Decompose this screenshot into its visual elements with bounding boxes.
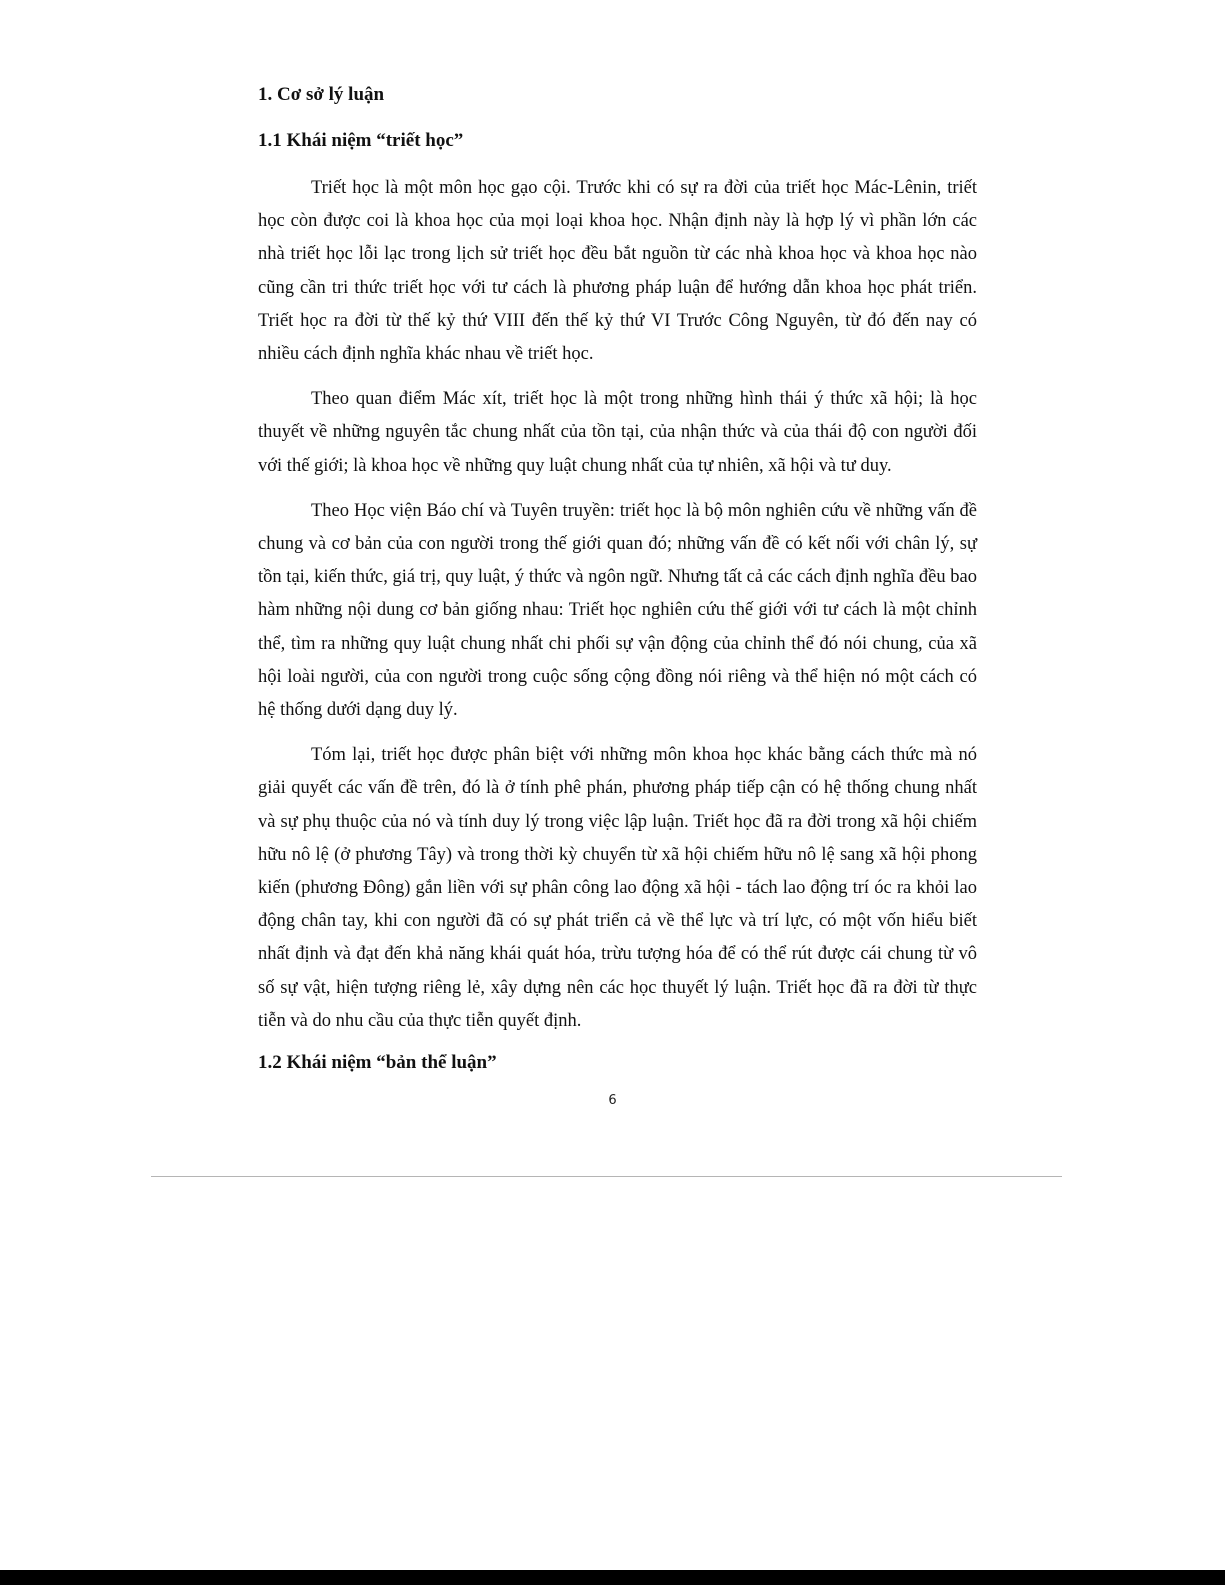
- subsection-heading-1-1: 1.1 Khái niệm “triết học”: [258, 130, 464, 151]
- paragraph-1: Triết học là một môn học gạo cội. Trước khi có sự ra đời của triết học Mác-Lênin, triết học còn được coi là khoa học của mọi loại khoa học. Nhận định này là hợp lý vì phần lớn các nhà triết học lỗi lạc trong lịch sử triết học đều bắt nguồn từ các nhà khoa học và khoa học nào cũng cần tri thức triết học với tư cách là phương pháp luận để hướng dẫn khoa học phát triển. Triết học ra đời từ thế kỷ thứ VIII đến thế kỷ thứ VI Trước Công Nguyên, từ đó đến nay có nhiều cách định nghĩa khác nhau về triết học.: [258, 178, 977, 365]
- document-page: [258, 78, 977, 1076]
- page-separator: [151, 1176, 1062, 1177]
- paragraph-4: Tóm lại, triết học được phân biệt với những môn khoa học khác bằng cách thức mà nó giải quyết các vấn đề trên, đó là ở tính phê phán, phương pháp tiếp cận có hệ thống chung nhất và sự phụ thuộc của nó và tính duy lý trong việc lập luận. Triết học đã ra đời trong xã hội chiếm hữu nô lệ (ở phương Tây) và trong thời kỳ chuyển từ xã hội chiếm hữu nô lệ sang xã hội phong kiến (phương Đông) gắn liền với sự phân công lao động xã hội - tách lao động trí óc ra khỏi lao động chân tay, khi con người đã có sự phát triển cả về thể lực và trí lực, có một vốn hiểu biết nhất định và đạt đến khả năng khái quát hóa, trừu tượng hóa để có thể rút được cái chung từ vô số sự vật, hiện tượng riêng lẻ, xây dựng nên các học thuyết lý luận. Triết học đã ra đời từ thực tiễn và do nhu cầu của thực tiễn quyết định.: [258, 745, 977, 1031]
- subsection-heading-1-2: 1.2 Khái niệm “bản thể luận”: [258, 1052, 497, 1074]
- bottom-border: [0, 1570, 1225, 1585]
- paragraph-2: Theo quan điểm Mác xít, triết học là một trong những hình thái ý thức xã hội; là học thuyết về những nguyên tắc chung nhất của tồn tại, của nhận thức và của thái độ con người đối với thế giới; là khoa học về những quy luật chung nhất của tự nhiên, xã hội và tư duy.: [258, 389, 977, 476]
- page-number: 6: [608, 1093, 617, 1108]
- section-heading-1: 1. Cơ sở lý luận: [258, 84, 385, 105]
- paragraph-3: Theo Học viện Báo chí và Tuyên truyền: triết học là bộ môn nghiên cứu về những vấn đề chung và cơ bản của con người trong thế giới quan đó; những vấn đề có kết nối với chân lý, sự tồn tại, kiến thức, giá trị, quy luật, ý thức và ngôn ngữ. Nhưng tất cả các cách định nghĩa đều bao hàm những nội dung cơ bản giống nhau: Triết học nghiên cứu thế giới với tư cách là một chỉnh thể, tìm ra những quy luật chung nhất chi phối sự vận động của chỉnh thể đó nói chung, của xã hội loài người, của con người trong cuộc sống cộng đồng nói riêng và thể hiện nó một cách có hệ thống dưới dạng duy lý.: [258, 500, 977, 721]
